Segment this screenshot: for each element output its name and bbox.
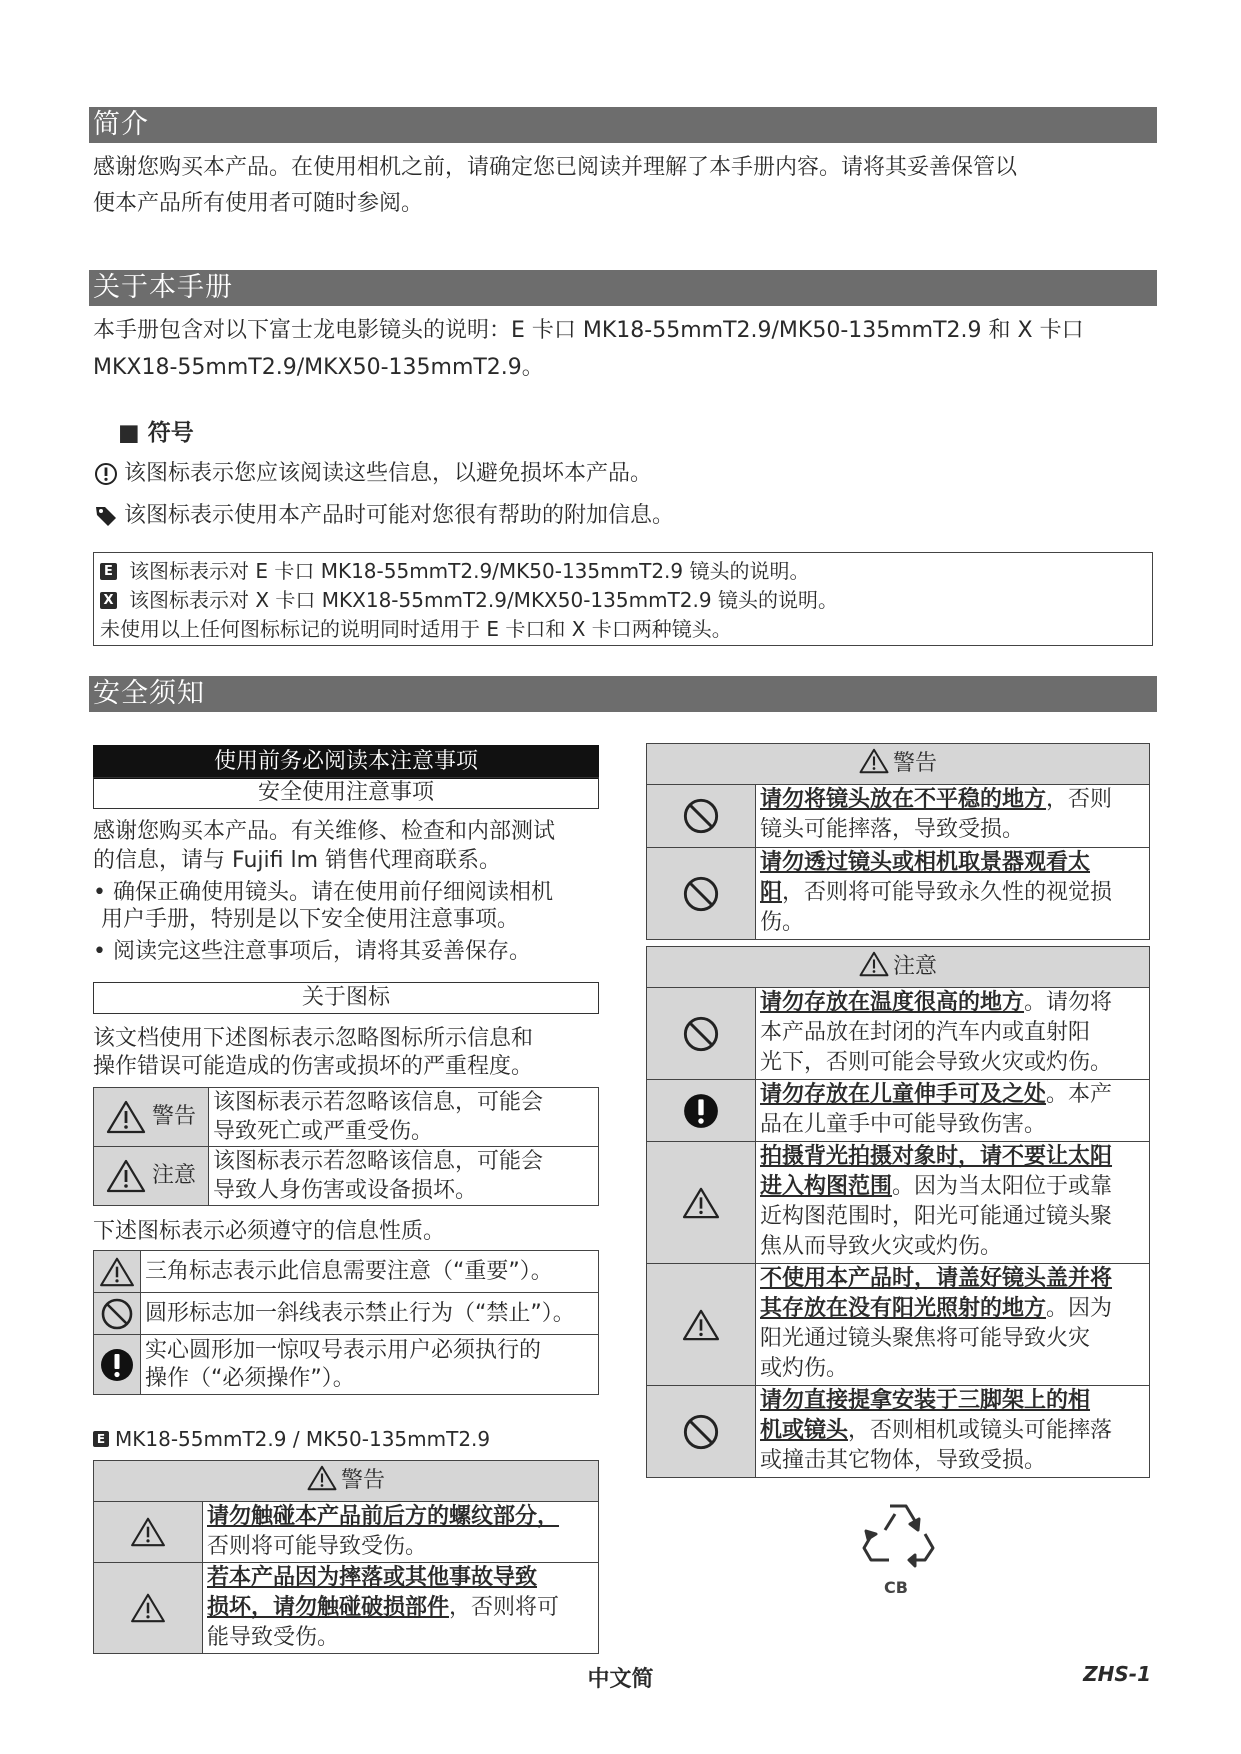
caution-triangle-icon xyxy=(106,1159,146,1193)
symbol-row-prohibited: 圆形标志加一斜线表示禁止行为（“禁止”）。 xyxy=(94,1293,599,1335)
right-warning-row-1: 请勿将镜头放在不平稳的地方，否则 镜头可能摔落，导致受损。 xyxy=(647,785,1149,848)
tag-icon xyxy=(94,504,118,528)
about-line2: 操作错误可能造成的伤害或损坏的严重程度。 xyxy=(93,1054,534,1079)
left-warning-panel xyxy=(93,1460,599,1654)
legend-row-warning: 警告 该图标表示若忽略该信息，可能会 导致死亡或严重受伤。 xyxy=(94,1088,599,1147)
bullet1-line2: 用户手册，特别是以下安全使用注意事项。 xyxy=(101,907,520,932)
e-mount-lens-header: E MK18-55mmT2.9 / MK50-135mmT2.9 xyxy=(93,1425,490,1453)
e-mount-icon-small: E xyxy=(93,1431,109,1447)
symbol-tip-text: 该图标表示使用本产品时可能对您很有帮助的附加信息。 xyxy=(124,503,675,528)
legend-row-caution: 注意 该图标表示若忽略该信息，可能会 导致人身伤害或设备损坏。 xyxy=(94,1147,599,1206)
warning-triangle-icon xyxy=(130,1517,166,1547)
right-warning-row-2: 请勿透过镜头或相机取景器观看太 阳，否则将可能导致永久性的视觉损 伤。 xyxy=(647,848,1149,939)
thanks-line2: 的信息，请与 Fujifi lm 销售代理商联系。 xyxy=(93,848,502,873)
warning-triangle-icon xyxy=(106,1100,146,1134)
must-read-banner: 使用前务必阅读本注意事项 xyxy=(93,745,599,779)
symbol-caution-text: 该图标表示您应该阅读这些信息，以避免损坏本产品。 xyxy=(124,461,653,486)
warning-triangle-icon xyxy=(130,1593,166,1623)
section-header-manual: 关于本手册 xyxy=(89,270,1157,306)
mandatory-action-icon xyxy=(682,1092,720,1130)
about-line1: 该文档使用下述图标表示忽略图标所示信息和 xyxy=(93,1026,534,1051)
right-warning-panel xyxy=(646,743,1150,940)
footer-language: 中文简 xyxy=(587,1667,654,1692)
legend-caution-label: 注意 xyxy=(94,1147,209,1206)
mandatory-action-icon xyxy=(99,1347,135,1383)
e-mount-icon: E xyxy=(100,563,117,580)
prohibited-icon xyxy=(100,1297,134,1331)
manual-text-line1: 本手册包含对以下富士龙电影镜头的说明：E 卡口 MK18-55mmT2.9/MK50-135mmT2.9 和 X 卡口 xyxy=(93,318,1084,343)
right-caution-row-5: 请勿直接提拿安装于三脚架上的相 机或镜头，否则相机或镜头可能摔落 或撞击其它物体，导致受损。 xyxy=(647,1386,1149,1477)
symbols-heading: ■ 符号 xyxy=(118,420,194,446)
right-caution-row-1: 请勿存放在温度很高的地方。请勿将 本产品放在封闭的汽车内或直射阳 光下，否则可能会导致火灾或灼伤。 xyxy=(647,988,1149,1080)
recycle-label: CB xyxy=(884,1578,908,1597)
nature-text: 下述图标表示必须遵守的信息性质。 xyxy=(93,1219,446,1244)
right-caution-row-2: 请勿存放在儿童伸手可及之处。本产 品在儿童手中可能导致伤害。 xyxy=(647,1080,1149,1142)
prohibited-icon xyxy=(682,1413,720,1451)
section-header-safety: 安全须知 xyxy=(89,676,1157,712)
warning-triangle-icon xyxy=(307,1465,337,1491)
bullet2: • 阅读完这些注意事项后，请将其妥善保存。 xyxy=(93,939,531,964)
right-caution-panel xyxy=(646,946,1150,1478)
left-warning-title: 警告 xyxy=(94,1461,598,1502)
lens-icon-legend-box xyxy=(93,552,1153,646)
right-warning-title: 警告 xyxy=(647,744,1149,785)
symbol-caution-line xyxy=(94,458,652,490)
safe-use-heading: 安全使用注意事项 xyxy=(93,777,599,809)
symbol-meaning-table xyxy=(93,1250,599,1395)
prohibited-icon xyxy=(682,797,720,835)
recycle-icon xyxy=(855,1500,941,1572)
caution-circle-icon xyxy=(94,462,118,486)
e-mount-row: E 该图标表示对 E 卡口 MK18-55mmT2.9/MK50-135mmT2.9 镜头的说明。 xyxy=(100,557,1146,586)
section-header-intro: 简介 xyxy=(89,107,1157,143)
prohibited-icon xyxy=(682,875,720,913)
symbol-tip-line xyxy=(94,500,674,532)
symbol-row-mandatory: 实心圆形加一惊叹号表示用户必须执行的 操作（“必须操作”）。 xyxy=(94,1335,599,1395)
caution-triangle-icon xyxy=(859,951,889,977)
right-caution-title: 注意 xyxy=(647,947,1149,988)
right-caution-row-3: 拍摄背光拍摄对象时，请不要让太阳 进入构图范围。因为当太阳位于或靠 近构图范围时，阳光可能通过镜头聚 焦从而导致火灾或灼伤。 xyxy=(647,1142,1149,1264)
warning-triangle-icon xyxy=(859,748,889,774)
manual-text-line2: MKX18-55mmT2.9/MKX50-135mmT2.9。 xyxy=(93,355,544,380)
about-icons-heading: 关于图标 xyxy=(93,982,599,1014)
x-mount-icon: X xyxy=(100,592,117,609)
page-number: ZHS-1 xyxy=(1083,1662,1151,1686)
severity-legend-table xyxy=(93,1087,599,1206)
caution-triangle-icon xyxy=(682,1309,720,1341)
caution-triangle-icon xyxy=(682,1187,720,1219)
symbol-row-important: 三角标志表示此信息需要注意（“重要”）。 xyxy=(94,1251,599,1293)
important-triangle-icon xyxy=(99,1257,135,1287)
legend-warning-label: 警告 xyxy=(94,1088,209,1147)
left-warning-row-2: 若本产品因为摔落或其他事故导致 损坏，请勿触碰破损部件，否则将可 能导致受伤。 xyxy=(94,1563,598,1653)
intro-text-line1: 感谢您购买本产品。在使用相机之前，请确定您已阅读并理解了本手册内容。请将其妥善保管以 xyxy=(93,155,1018,180)
bullet1-line1: • 确保正确使用镜头。请在使用前仔细阅读相机 xyxy=(93,880,553,905)
x-mount-row: X 该图标表示对 X 卡口 MKX18-55mmT2.9/MKX50-135mmT2.9 镜头的说明。 xyxy=(100,586,1146,615)
prohibited-icon xyxy=(682,1015,720,1053)
left-warning-row-1: 请勿触碰本产品前后方的螺纹部分， 否则将可能导致受伤。 xyxy=(94,1502,598,1563)
both-mount-row: 未使用以上任何图标标记的说明同时适用于 E 卡口和 X 卡口两种镜头。 xyxy=(100,617,732,641)
intro-text-line2: 便本产品所有使用者可随时参阅。 xyxy=(93,191,424,216)
right-caution-row-4: 不使用本产品时，请盖好镜头盖并将 其存放在没有阳光照射的地方。因为 阳光通过镜头聚焦将可能导致火灾 或灼伤。 xyxy=(647,1264,1149,1386)
thanks-line1: 感谢您购买本产品。有关维修、检查和内部测试 xyxy=(93,819,556,844)
